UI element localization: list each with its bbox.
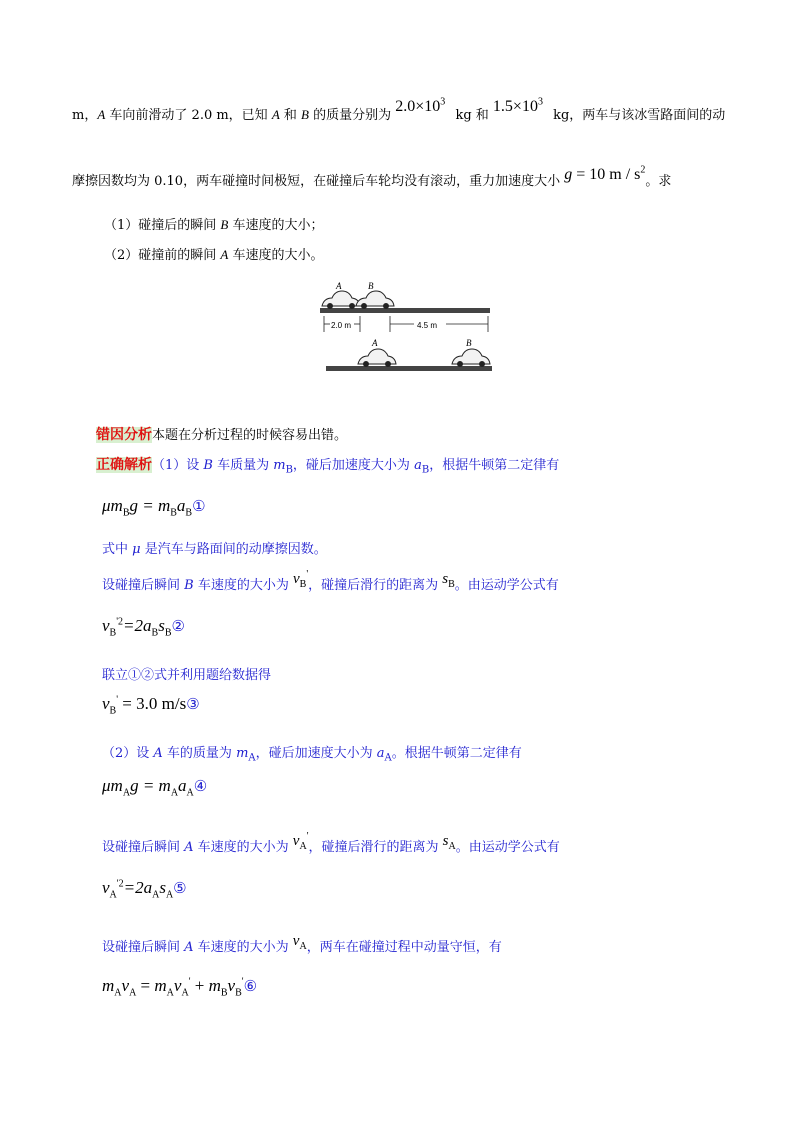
solution-step-4: 联立①②式并利用题给数据得 — [102, 668, 272, 683]
label-a-top: A — [336, 281, 342, 291]
equation-1: $\mu m_Bg$ = $m_Ba_B①$ — [102, 496, 206, 519]
mass-b: $1.5\times 10^3$ — [492, 96, 543, 115]
error-analysis-text: 本题在分析过程的时候容易出错。 — [152, 428, 348, 443]
car-b-bottom — [452, 349, 490, 367]
road-top — [320, 308, 490, 313]
mass-a: $2.0\times 10^3$ — [395, 96, 446, 115]
road-bottom — [326, 366, 492, 371]
error-analysis — [96, 424, 347, 444]
question-1: （1）碰撞后的瞬间 B 车速度的大小； — [104, 217, 324, 233]
equation-4: $\mu m_Ag$ = $m_Aa_A④$ — [102, 776, 208, 799]
car-a-top — [322, 291, 360, 309]
car-a-bottom — [358, 349, 396, 367]
error-analysis-title: 错因分析 — [96, 427, 152, 443]
distance-2m: 2.0 m — [331, 321, 352, 330]
equation-5: $v_A^{'2}=2a_As_A⑤$ — [102, 878, 187, 901]
solution-step-3: 设碰撞后瞬间 B 车速度的大小为 $v_B'$，碰撞后滑行的距离为 $s_B$。由运动学公式有 — [102, 569, 559, 593]
solution-step-7: 设碰撞后瞬间 A 车速度的大小为 $v_A$，两车在碰撞过程中动量守恒，有 — [102, 933, 502, 955]
distance-4-5m: 4.5 m — [417, 321, 438, 330]
solution-step-1: 正确解析（1）设 B 车质量为 $m_B$，碰后加速度大小为 $a_B$，根据牛顿第二定律有 — [96, 457, 560, 476]
label-b-bottom: B — [466, 338, 472, 348]
problem-line-1: m，A 车向前滑动了 2.0 m，已知 A 和 B 的质量分别为 $2.0\times 10^3$ kg 和 $1.5\times 10^3$ kg，两车与该冰雪路面间的动 — [72, 96, 726, 123]
question-2: （2）碰撞前的瞬间 A 车速度的大小。 — [104, 247, 324, 263]
equation-6: $m_Av_A = m_Av_A'$ + $m_Bv_B'⑥$ — [102, 976, 258, 999]
solution-step-5: （2）设 A 车的质量为 $m_A$，碰后加速度大小为 $a_A$。根据牛顿第二定律有 — [102, 746, 522, 764]
solution-step-2: 式中 μ 是汽车与路面间的动摩擦因数。 — [102, 542, 327, 557]
equation-3: $v_B' = 3.0$ m/s③ — [102, 694, 200, 717]
equation-2: $v_B^{'2}=2a_Bs_B②$ — [102, 616, 185, 639]
car-b-top — [356, 291, 394, 309]
solution-title: 正确解析 — [96, 457, 152, 473]
collision-figure — [318, 278, 494, 374]
label-b-top: B — [368, 281, 374, 291]
solution-step-6: 设碰撞后瞬间 A 车速度的大小为 $v_A'$，碰撞后滑行的距离为 $s_A$。由运动学公式有 — [102, 831, 560, 855]
label-a-bottom: A — [372, 338, 378, 348]
g-formula: g = 10 m / $s^2$ — [564, 164, 646, 183]
problem-line-2: 摩擦因数均为 0.10，两车碰撞时间极短，在碰撞后车轮均没有滚动，重力加速度大小 g = 10 m / $s^2$。求 — [72, 164, 672, 189]
